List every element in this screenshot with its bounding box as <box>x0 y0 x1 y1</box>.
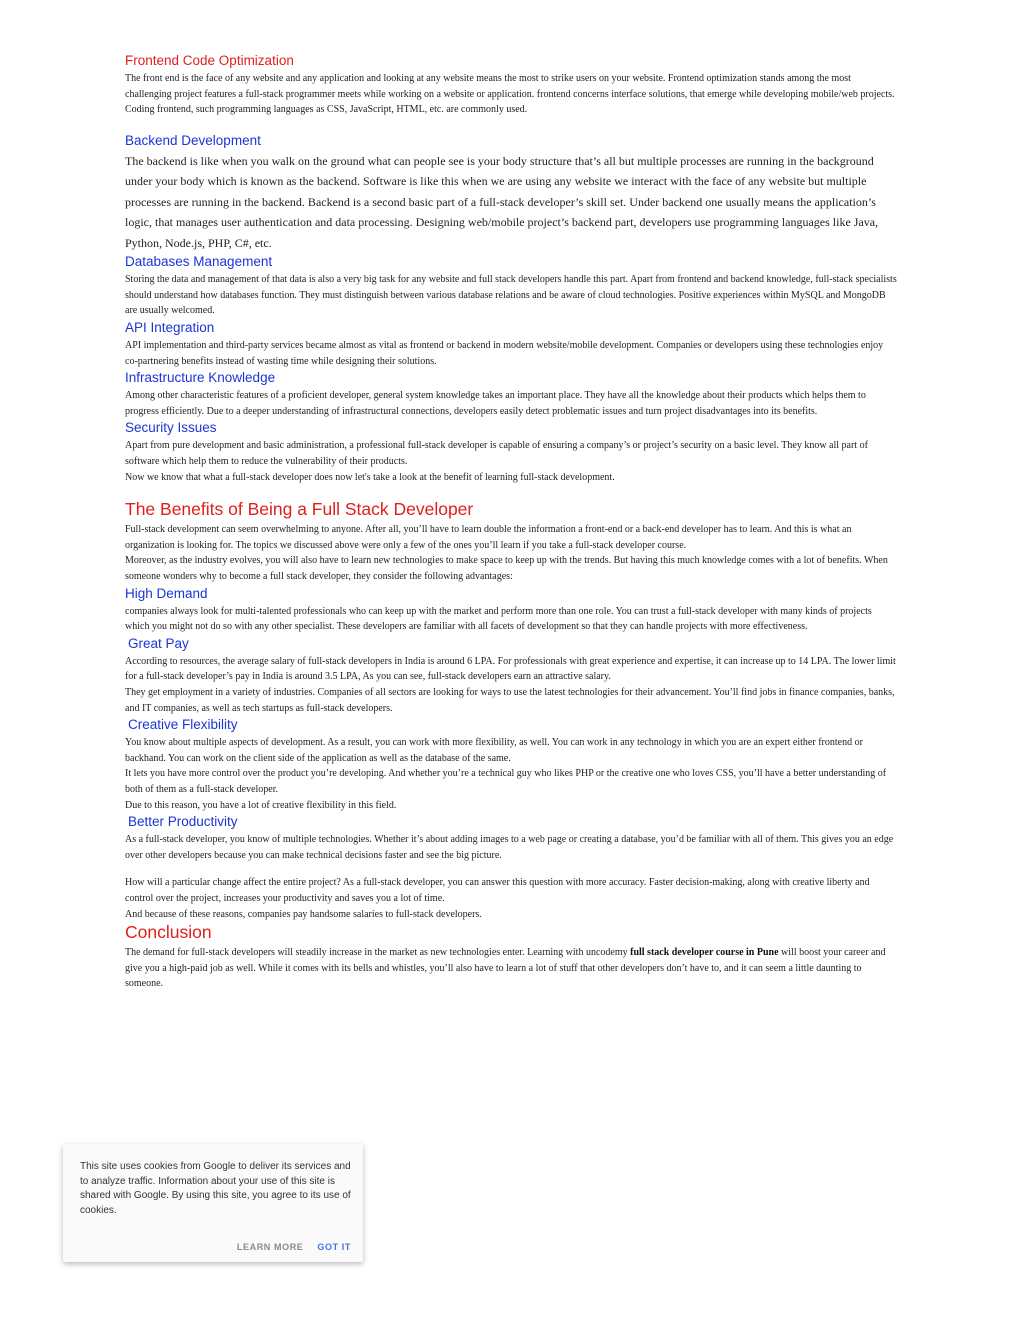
paragraph-better-productivity-3: And because of these reasons, companies pay handsome salaries to full-stack developers. <box>125 908 482 920</box>
heading-api-integration: API Integration <box>125 320 215 336</box>
cookie-actions <box>237 1242 351 1252</box>
paragraph-creative-flexibility-2: It lets you have more control over the product you’re developing. And whether you’re a technical guy who likes PHP or the creative one who loves CSS, you’ll have a better understanding of both of them as a full-stack developer. <box>125 768 887 795</box>
paragraph-benefits-intro: Full-stack development can seem overwhelming to anyone. After all, you’ll have to learn double the information a front-end or a back-end developer has to learn. And this is what an organization is looking for. The topics we discussed above were only a few of the ones you’ll learn if you take a full-stack developer course. <box>125 524 852 551</box>
learn-more-button[interactable]: LEARN MORE <box>236 1242 304 1252</box>
got-it-button[interactable]: GOT IT <box>317 1242 351 1252</box>
heading-better-productivity: Better Productivity <box>128 814 238 830</box>
heading-benefits: The Benefits of Being a Full Stack Developer <box>125 499 474 520</box>
paragraph-benefits-intro-2: Moreover, as the industry evolves, you will also have to learn new technologies to make space to keep up with the trends. But having this much knowledge comes with a lot of benefits. When someone wonders why to become a full stack developer, they consider the following advantages: <box>125 555 888 582</box>
paragraph-infrastructure: Among other characteristic features of a proficient developer, general system knowledge takes an important place. They have all the knowledge about their products which helps them to progress efficiently. Due to a deeper understanding of infrastructural connections, developers easily detect problematic issues and turn project disadvantages into its benefits. <box>125 390 866 417</box>
cookie-message: This site uses cookies from Google to deliver its services and to analyze traffic. Information about your use of this site is shared with Google. By using this site, you agree to its use of cookies. <box>80 1161 351 1216</box>
paragraph-api: API implementation and third-party services became almost as vital as frontend or backend in modern website/mobile development. Companies or developers using these technologies enjoy co-partnering benefits instead of wasting time while designing their solutions. <box>125 340 884 367</box>
conclusion-text-end: will boost your career and give you a high-paid job as well. While it comes with its bells and whistles, you’ll also have to learn a lot of stuff that other developers don’t have to, and it can seem a little daunting to someone. <box>125 947 886 990</box>
paragraph-great-pay: According to resources, the average salary of full-stack developers in India is around 6 LPA. For professionals with great experience and expertise, it can increase up to 14 LPA. The lower limit for a full-stack developer’s pay in India is around 3.5 LPA, As you can see, full-stack developers earn an attractive salary. <box>125 655 896 683</box>
article-body <box>125 52 897 992</box>
heading-databases-management: Databases Management <box>125 254 273 270</box>
cookie-consent-banner <box>63 1144 363 1262</box>
heading-infrastructure-knowledge: Infrastructure Knowledge <box>125 370 276 386</box>
heading-high-demand: High Demand <box>125 585 208 601</box>
paragraph-security-transition: Now we know that what a full-stack developer does now let's take a look at the benefit of learning full-stack development. <box>125 471 615 483</box>
paragraph-databases: Storing the data and management of that data is also a very big task for any website and full stack developers handle this part. Apart from frontend and backend knowledge, full-stack specialists should understand how databases function. They must distinguish between various database relations and be aware of cloud technologies. Positive experiences within MySQL and MongoDB are usually welcomed. <box>125 274 897 317</box>
heading-security-issues: Security Issues <box>125 420 217 436</box>
paragraph-conclusion <box>125 945 897 992</box>
heading-creative-flexibility: Creative Flexibility <box>128 717 238 733</box>
paragraph-great-pay-2: They get employment in a variety of industries. Companies of all sectors are looking for ways to use the latest technologies for their advancement. You’ll find jobs in finance companies, banks, and IT companies, as well as tech startups as full-stack developers. <box>125 686 895 714</box>
paragraph-frontend: The front end is the face of any website and any application and looking at any website means the most to strike users on your website. Frontend optimization stands among the most challenging project features a full-stack programmer meets while working on a website or application. frontend concerns interface solutions, that emerge while developing mobile/web projects. Coding frontend, such programming languages as CSS, JavaScript, HTML, etc. are commonly used. <box>125 73 895 116</box>
paragraph-better-productivity-2: How will a particular change affect the entire project? As a full-stack developer, you can answer this question with more accuracy. Faster decision-making, along with creative liberty and control over the project, increases your productivity and saves you a lot of time. <box>125 877 870 904</box>
paragraph-creative-flexibility-3: Due to this reason, you have a lot of creative flexibility in this field. <box>125 799 397 811</box>
paragraph-better-productivity: As a full-stack developer, you know of multiple technologies. Whether it’s about adding images to a web page or creating a database, you’d be familiar with all of them. This gives you an edge over other developers because you can make technical decisions faster and see the big picture. <box>125 834 894 861</box>
heading-frontend-code-optimization: Frontend Code Optimization <box>125 53 294 68</box>
paragraph-high-demand: companies always look for multi-talented professionals who can keep up with the market and perform more than one role. You can trust a full-stack developer with many kinds of projects which you might not do so with any other specialist. These developers are familiar with all facets of development so that they can handle projects with more effectiveness. <box>125 605 872 633</box>
conclusion-text-start: The demand for full-stack developers will steadily increase in the market as new technologies enter. Learning with uncodemy <box>125 947 631 959</box>
heading-conclusion: Conclusion <box>125 922 212 943</box>
heading-great-pay: Great Pay <box>128 635 189 651</box>
paragraph-backend: The backend is like when you walk on the ground what can people see is your body structure that’s all but multiple processes are running in the background under your body which is known as the backend. Software is like this when we are using any website we interact with the face of any website but multiple processes are running in the backend. Backend is a second basic part of a full-stack developer’s skill set. Under backend one usually means the application’s logic, that manages user authentication and data processing. Designing web/mobile project’s backend part, developers use programming languages like Java, Python, Node.js, PHP, C#, etc. <box>125 153 879 250</box>
paragraph-creative-flexibility: You know about multiple aspects of development. As a result, you can work with more flexibility, as well. You can work in any technology in which you are an expert either frontend or backhand. You can work on the client side of the application as well as the database of the same. <box>125 737 863 764</box>
paragraph-security: Apart from pure development and basic administration, a professional full-stack developer is capable of ensuring a company’s or project’s security on a basic level. They know all part of software which help them to reduce the vulnerability of their products. <box>125 440 868 468</box>
heading-backend-development: Backend Development <box>125 132 261 148</box>
course-link-text: full stack developer course in Pune <box>630 947 779 959</box>
